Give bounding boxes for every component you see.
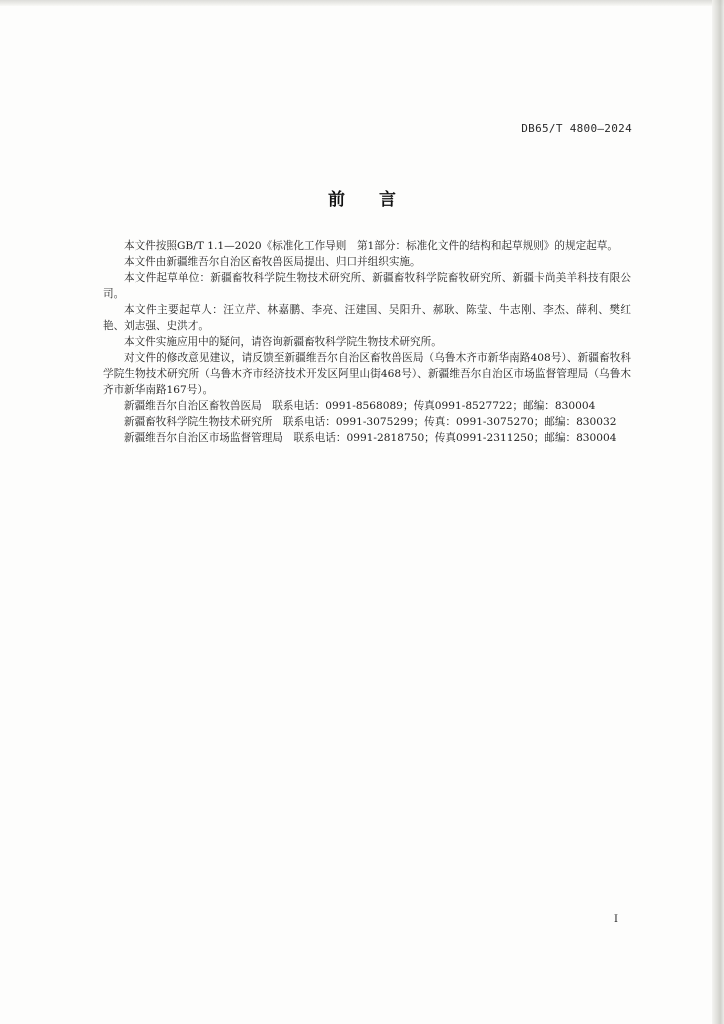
paragraph-drafting-units: 本文件起草单位：新疆畜牧科学院生物技术研究所、新疆畜牧科学院畜牧研究所、新疆卡尚美羊科技有限公司。 [103,272,631,300]
contact-item: 新疆畜牧科学院生物技术研究所 联系电话：0991-3075299；传真：0991-3075270；邮编：830032 [124,416,617,428]
paragraph-proposer: 本文件由新疆维吾尔自治区畜牧兽医局提出、归口并组织实施。 [124,256,421,268]
page-number: I [614,914,618,925]
contact-item: 新疆维吾尔自治区市场监督管理局 联系电话：0991-2818750；传真0991-2311250；邮编：830004 [124,432,617,444]
section-heading: 前言 [328,190,430,210]
scan-edge-top [0,0,724,6]
paragraph-inquiry: 本文件实施应用中的疑问，请咨询新疆畜牧科学院生物技术研究所。 [124,336,442,348]
contact-item: 新疆维吾尔自治区畜牧兽医局 联系电话：0991-8568089；传真0991-8527722；邮编：830004 [124,400,596,412]
scan-edge-right [712,0,724,1024]
paragraph-feedback: 对文件的修改意见建议，请反馈至新疆维吾尔自治区畜牧兽医局（乌鲁木齐市新华南路408号）、新疆畜牧科学院生物技术研究所（乌鲁木齐市经济技术开发区阿里山街468号）、新疆维吾尔自治区市场监督管理局（乌鲁木齐市新华南路167号）。 [103,352,631,396]
paragraph-drafting-rules: 本文件按照GB/T 1.1—2020《标准化工作导则 第1部分：标准化文件的结构和起草规则》的规定起草。 [124,240,618,252]
document-body [103,238,631,446]
contact-list [103,398,631,446]
document-code: DB65/T 4800—2024 [521,122,632,135]
paragraph-drafters: 本文件主要起草人：汪立芹、林嘉鹏、李亮、汪建国、吴阳升、郝耿、陈莹、牛志刚、李杰、薛利、樊红艳、刘志强、史洪才。 [103,304,631,332]
